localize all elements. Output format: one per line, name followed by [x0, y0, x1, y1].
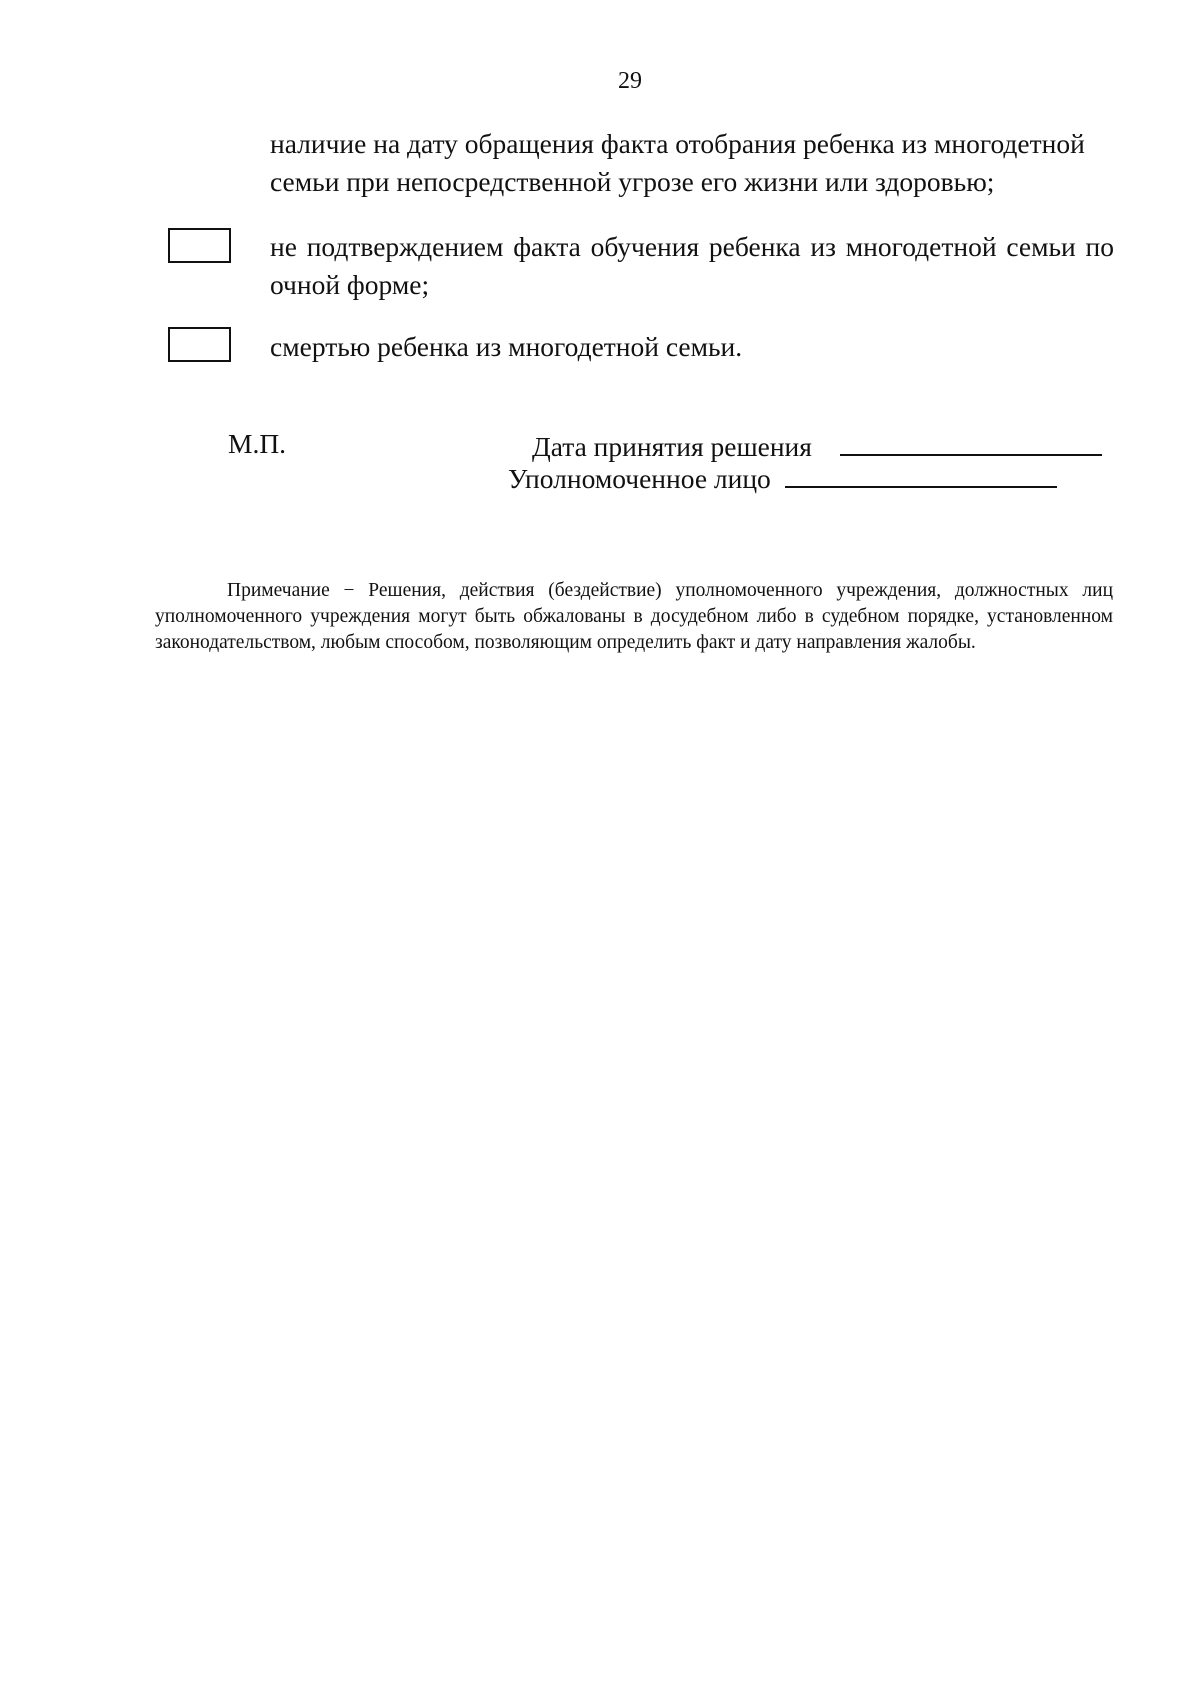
authorized-person-row	[508, 460, 1057, 495]
reason-paragraph-2: не подтверждением факта обучения ребенка из многодетной семьи по очной форме;	[270, 231, 1114, 300]
authorized-person-label: Уполномоченное лицо	[508, 463, 771, 494]
page-number: 29	[618, 68, 642, 94]
authorized-person-blank	[785, 460, 1057, 488]
reason-paragraph-3: смертью ребенка из многодетной семьи.	[270, 331, 743, 362]
stamp-label: М.П.	[228, 428, 287, 459]
decision-date-row	[532, 428, 1102, 463]
decision-date-label: Дата принятия решения	[532, 431, 812, 462]
reason-paragraph-1: наличие на дату обращения факта отобрания ребенка из многодетной семьи при непосредственной угрозе его жизни или здоровью;	[270, 128, 1085, 197]
decision-date-blank	[840, 428, 1102, 456]
note-paragraph: Примечание − Решения, действия (бездействие) уполномоченного учреждения, должностных лиц уполномоченного учреждения могут быть обжалованы в досудебном либо в судебном порядке, установленном законодательством, любым способом, позволяющим определить факт и дату направления жалобы.	[155, 580, 1113, 653]
reason-checkbox-3[interactable]	[168, 327, 231, 362]
reason-checkbox-2[interactable]	[168, 228, 231, 263]
